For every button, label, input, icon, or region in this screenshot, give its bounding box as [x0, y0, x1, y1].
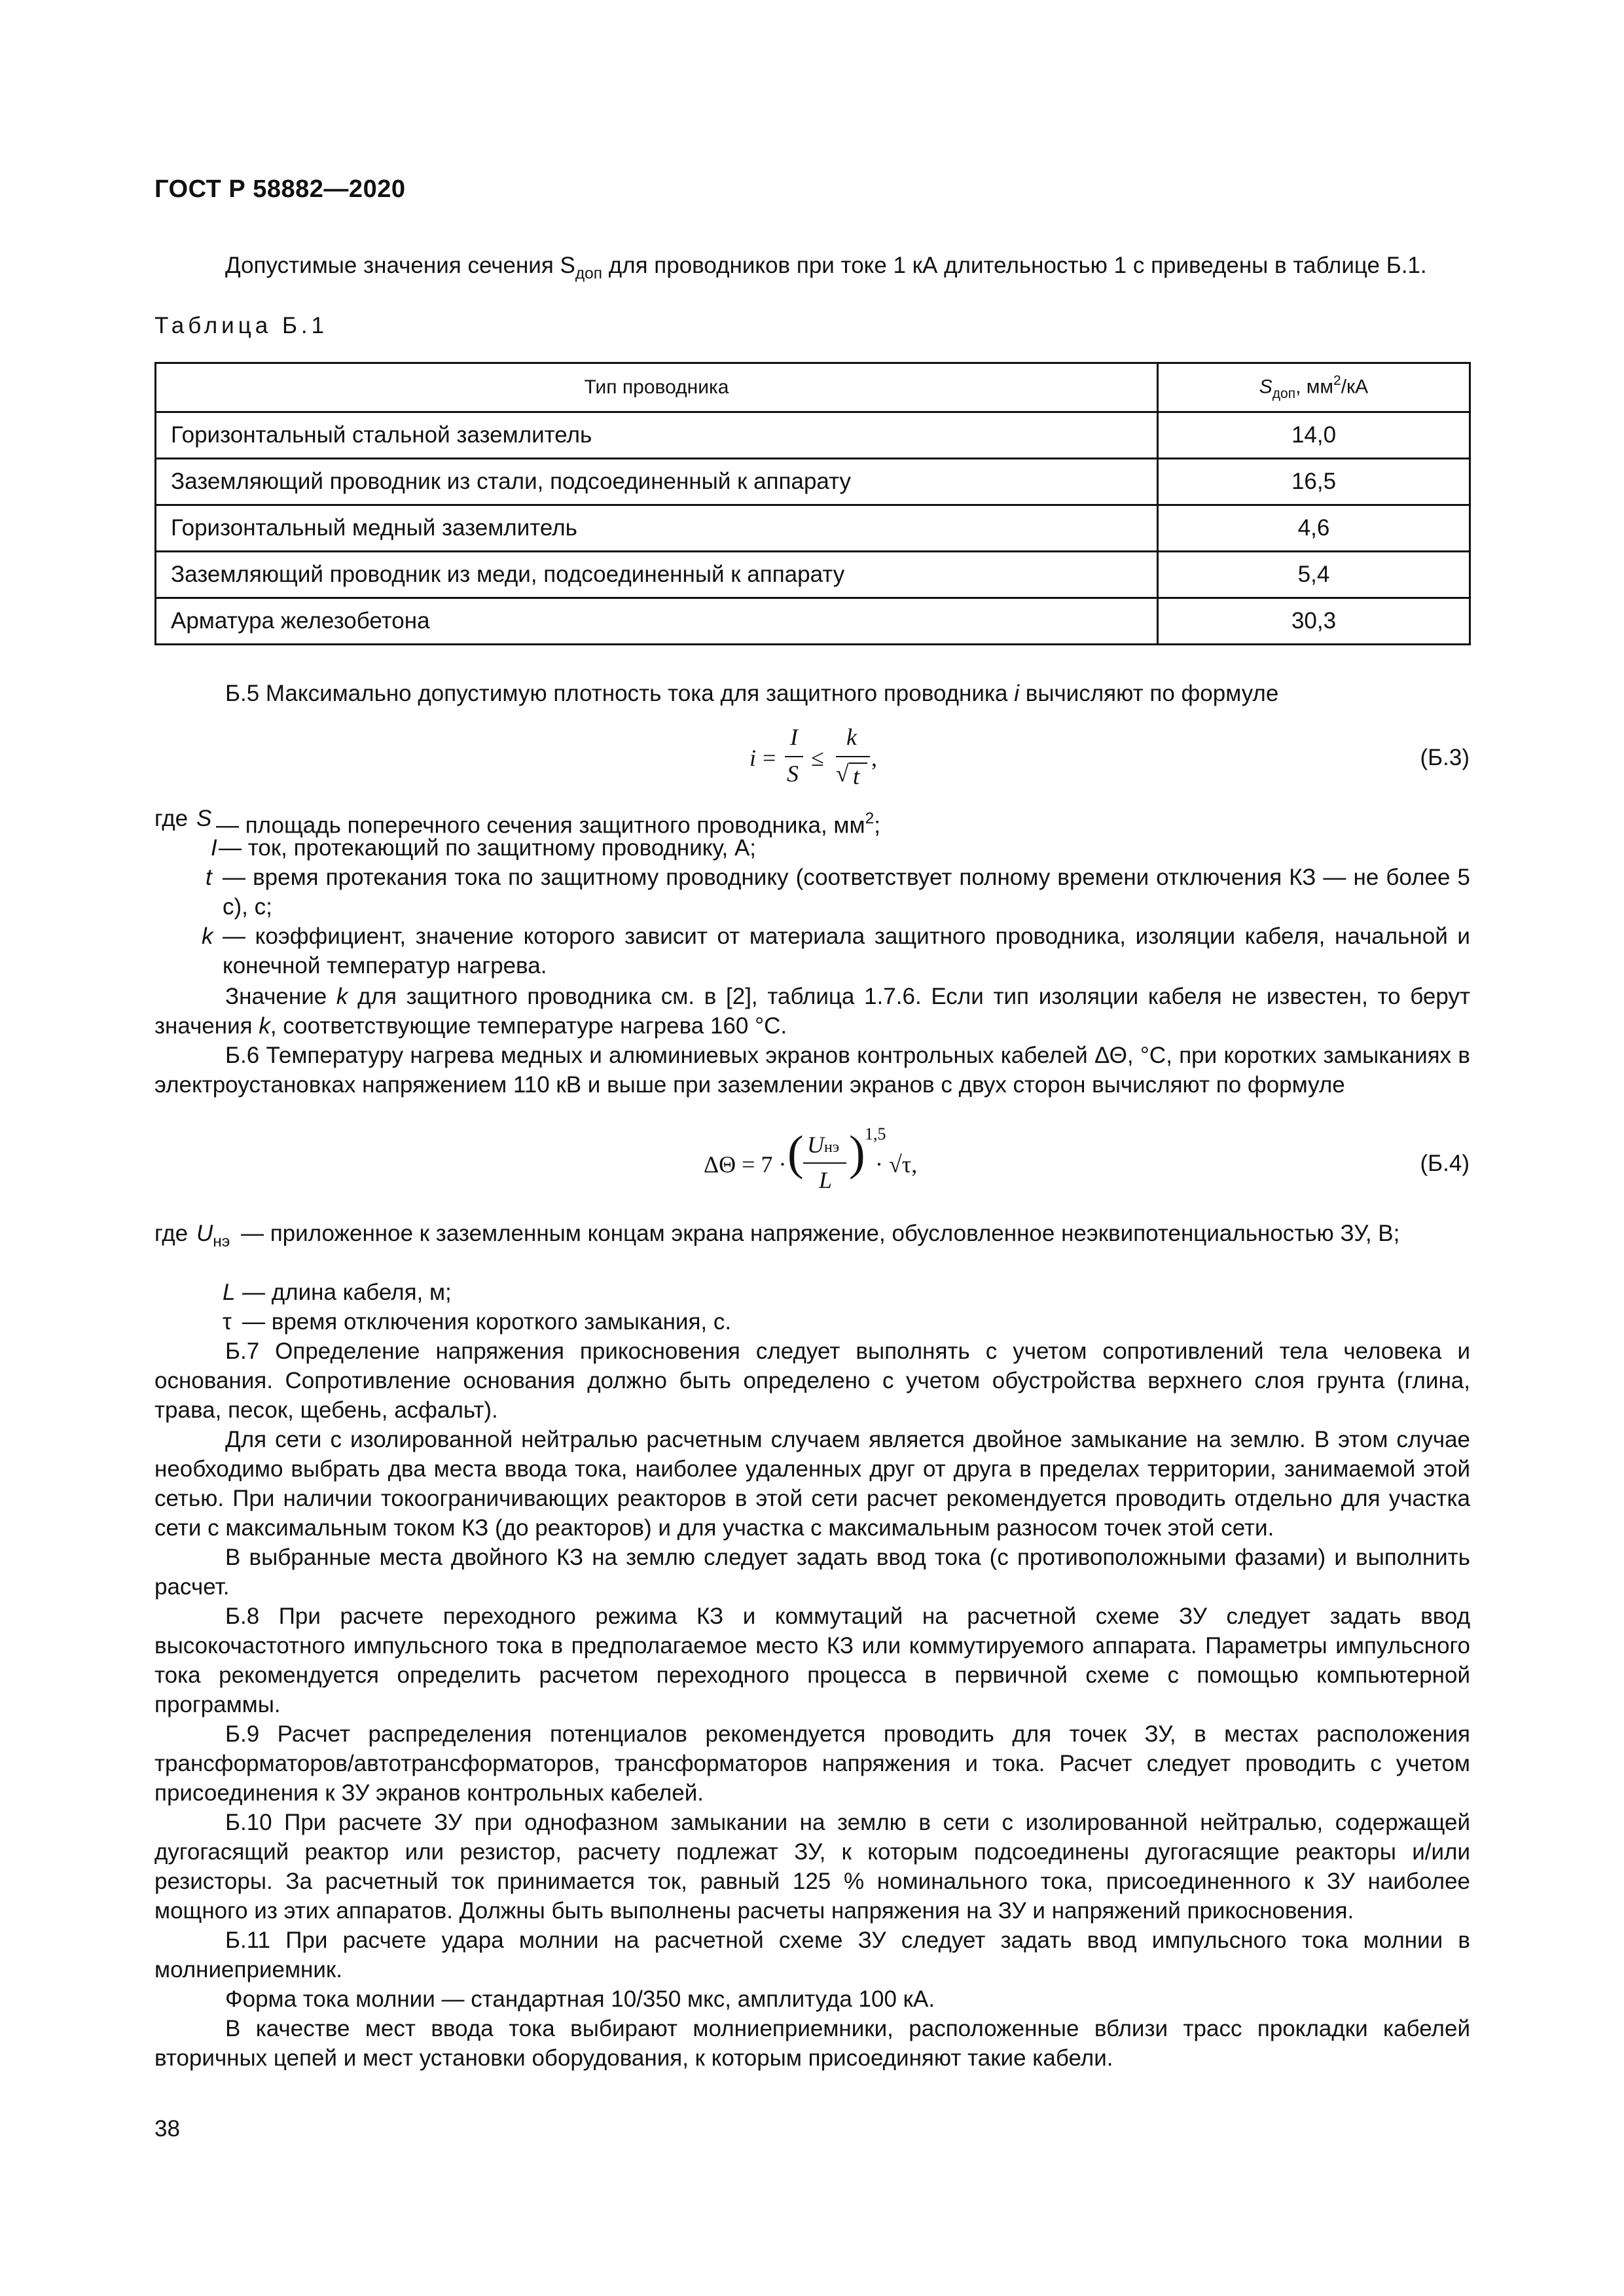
table-cell-value: 30,3 — [1158, 598, 1470, 645]
paragraph-isolated-neutral: Для сети с изолированной нейтралью расчетным случаем является двойное замыкание на землю. В этом случае необходимо выбрать два места ввода тока, наиболее удаленных друг от друга в пределах территории, занимаемой этой сетью. При наличии токоограничивающих реакторов в этой сети расчет рекомендуется проводить отдельно для участка сети с максимальным током КЗ (до реакторов) и для участка с максимальным разносом точек этой сети. — [154, 1427, 1470, 1541]
formula-b4: ΔΘ = 7 · ( U нэ L ) 1,5 · √τ, — [704, 1124, 918, 1193]
paragraph-b7: Б.7 Определение напряжения прикосновения следует выполнять с учетом сопротивлений тела человека и основания. Сопротивление основания должно быть определено с учетом обустройства верхнего слоя грунта (глина, трава, песок, щебень, асфальт). — [154, 1338, 1470, 1423]
fraction-bar — [836, 756, 870, 757]
def-text: — длина кабеля, м; — [242, 1280, 452, 1305]
table-header-type: Тип проводника — [156, 363, 1158, 412]
table-row — [156, 412, 1470, 459]
def-text: — приложенное к заземленным концам экрана напряжение, обусловленное неэквипотенциальностью ЗУ, В; — [241, 1221, 1400, 1246]
def-symbol: t — [206, 865, 212, 890]
def-text: — коэффициент, значение которого зависит от материала защитного проводника, изоляции кабеля, начальной и конечной температур нагрева. — [223, 924, 1470, 978]
fraction-bar — [785, 756, 803, 757]
standard-header: ГОСТ Р 58882—2020 — [154, 175, 406, 203]
table-caption: Таблица Б.1 — [154, 313, 329, 338]
formula-number-b3: (Б.3) — [1420, 745, 1470, 770]
table-cell-value: 16,5 — [1158, 459, 1470, 505]
fraction-bar — [803, 1162, 846, 1164]
table-cell-type: Заземляющий проводник из меди, подсоединенный к аппарату — [156, 552, 1158, 598]
table-cell-value: 14,0 — [1158, 412, 1470, 459]
table-cell-value: 5,4 — [1158, 552, 1470, 598]
def-symbol: τ — [223, 1309, 232, 1335]
def-text: — площадь поперечного сечения защитного проводника, $мм^2$; — [216, 810, 880, 838]
where-label: где — [154, 1221, 189, 1246]
paren-left: ( — [787, 1126, 804, 1180]
def-symbol: S — [196, 806, 212, 831]
table-cell-type: Горизонтальный медный заземлитель — [156, 505, 1158, 552]
def-text: — ток, протекающий по защитному проводнику, А; — [219, 835, 757, 861]
where-label: где — [154, 806, 189, 831]
table-row — [156, 552, 1470, 598]
page-number: 38 — [154, 2116, 180, 2142]
table-row — [156, 505, 1470, 552]
paragraph-b11: Б.11 При расчете удара молнии на расчетной схеме ЗУ следует задать ввод импульсного тока молнии в молниеприемник. — [154, 1928, 1470, 1982]
section-b6-text: Б.6 Температуру нагрева медных и алюминиевых экранов контрольных кабелей ΔΘ, °С, при коротких замыканиях в электроустановках напряжением 110 кВ и выше при заземлении экранов с двух сторон вычисляют по формуле — [154, 1043, 1470, 1098]
def-text: — время протекания тока по защитному проводнику (соответствует полному времени отключения КЗ — не более 5 с), с; — [223, 865, 1470, 920]
table-cell-type: Арматура железобетона — [156, 598, 1158, 645]
table-cell-type: Заземляющий проводник из стали, подсоединенный к аппарату — [156, 459, 1158, 505]
table-header-row — [156, 363, 1470, 412]
def-symbol: I — [211, 835, 217, 861]
paragraph-b8: Б.8 При расчете переходного режима КЗ и коммутаций на расчетной схеме ЗУ следует задать ввод высокочастотного импульсного тока в предполагаемое место КЗ или коммутируемого аппарата. Параметры импульсного тока рекомендуется определить расчетом переходного процесса в первичной схеме с помощью компьютерной программы. — [154, 1604, 1470, 1717]
paragraph-lightning-form: Форма тока молнии — стандартная 10/350 мкс, амплитуда 100 кА. — [225, 1986, 935, 2012]
formula-number-b4: (Б.4) — [1420, 1151, 1470, 1176]
table-row — [156, 459, 1470, 505]
def-symbol: L — [223, 1280, 236, 1305]
table-header-value: $S_{доп}$, $мм^2/кА$ — [1158, 363, 1470, 412]
table-row — [156, 598, 1470, 645]
table-cell-value: 4,6 — [1158, 505, 1470, 552]
def-symbol: $U_{нэ}$ — [196, 1221, 230, 1251]
paren-right: ) — [849, 1126, 865, 1180]
def-symbol: k — [202, 924, 213, 949]
k-note: Значение k для защитного проводника см. в [2], таблица 1.7.6. Если тип изоляции кабеля не известен, то берут значения k, соответствующие температуре нагрева 160 °С. — [154, 984, 1470, 1039]
paragraph-b9: Б.9 Расчет распределения потенциалов рекомендуется проводить для точек ЗУ, в местах расположения трансформаторов/автотрансформаторов, трансформаторов напряжения и тока. Расчет следует проводить с учетом присоединения к ЗУ экранов контрольных кабелей. — [154, 1721, 1470, 1806]
conductor-table — [154, 362, 1471, 645]
paragraph-double-fault: В выбранные места двойного КЗ на землю следует задать ввод тока (с противоположными фазами) и выполнить расчет. — [154, 1545, 1470, 1600]
section-b5-text: Б.5 Максимально допустимую плотность тока для защитного проводника i вычисляют по формуле — [225, 681, 1279, 706]
formula-b3: i = I S ≤ k √ t , — [749, 724, 877, 789]
paragraph-injection-points: В качестве мест ввода тока выбирают молниеприемники, расположенные вблизи трасс прокладки кабелей вторичных цепей и мест установки оборудования, к которым присоединяют такие кабели. — [154, 2016, 1470, 2071]
paragraph-b10: Б.10 При расчете ЗУ при однофазном замыкании на землю в сети с изолированной нейтралью, содержащей дугогасящий реактор или резистор, расчету подлежат ЗУ, к которым подсоединены дугогасящие реакторы и/или резисторы. За расчетный ток принимается ток, равный 125 % номинального тока, присоединенного к ЗУ наиболее мощного из этих аппаратов. Должны быть выполнены расчеты напряжения на ЗУ и напряжений прикосновения. — [154, 1810, 1470, 1924]
intro-paragraph: Допустимые значения сечения $S_{доп}$ для проводников при токе 1 кА длительностью 1 с приведены в таблице Б.1. — [225, 253, 1427, 283]
table-cell-type: Горизонтальный стальной заземлитель — [156, 412, 1158, 459]
def-text: — время отключения короткого замыкания, с. — [242, 1309, 732, 1335]
